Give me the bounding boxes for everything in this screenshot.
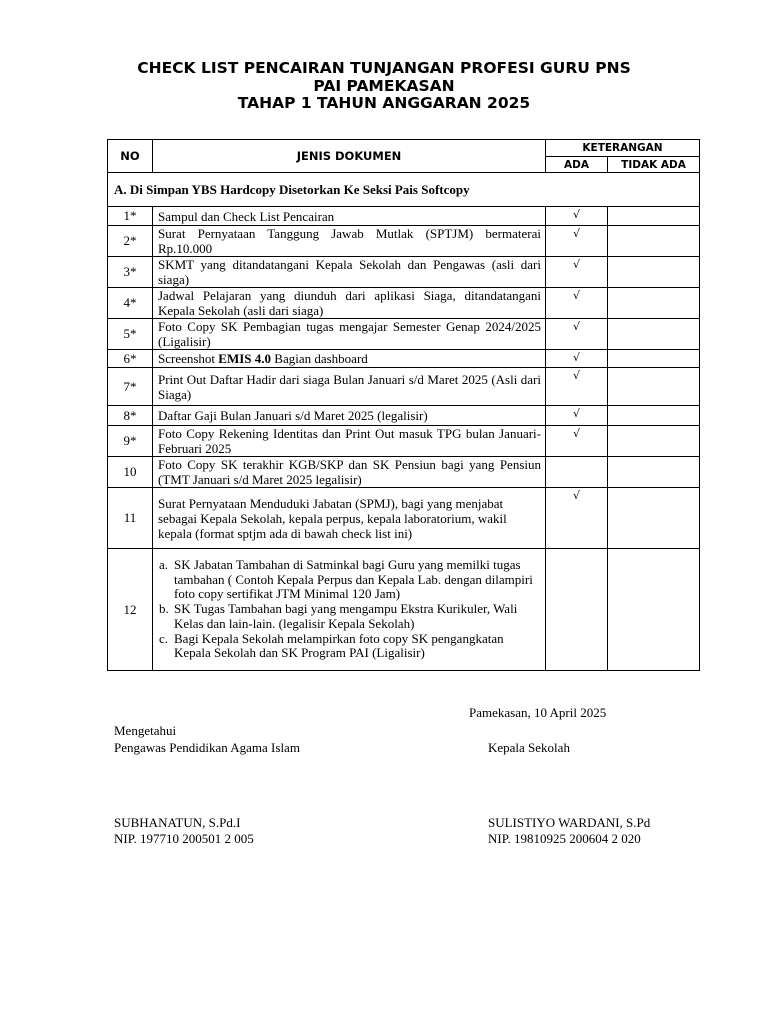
header-keterangan: KETERANGAN <box>546 140 700 157</box>
document-title <box>0 60 768 113</box>
row-number: 6* <box>108 350 153 368</box>
row-document-bold: EMIS 4.0 <box>218 351 272 366</box>
row-number: 7* <box>108 368 153 406</box>
list-item <box>159 601 541 632</box>
row-document <box>153 350 546 368</box>
row-number: 9* <box>108 426 153 457</box>
row-ada-check: √ <box>546 368 608 406</box>
row-document: Foto Copy Rekening Identitas dan Print Out masuk TPG bulan Januari-Februari 2025 <box>153 426 546 457</box>
row-document: SKMT yang ditandatangani Kepala Sekolah dan Pengawas (asli dari siaga) <box>153 257 546 288</box>
title-line-1: CHECK LIST PENCAIRAN TUNJANGAN PROFESI GURU PNS <box>137 59 631 77</box>
table-row <box>108 368 700 406</box>
row-number: 3* <box>108 257 153 288</box>
kepsek-title: Kepala Sekolah <box>488 740 570 755</box>
row-document: Surat Pernyataan Menduduki Jabatan (SPMJ), bagi yang menjabat sebagai Kepala Sekolah, kepala perpus, kepala laboratorium, wakil kepala (format sptjm ada di bawah check list ini) <box>153 488 546 549</box>
row-document: Print Out Daftar Hadir dari siaga Bulan Januari s/d Maret 2025 (Asli dari Siaga) <box>153 368 546 406</box>
row-tidak-ada <box>608 406 700 426</box>
row-ada-check: √ <box>546 406 608 426</box>
section-row <box>108 173 700 207</box>
kepsek-name: SULISTIYO WARDANI, S.Pd <box>488 815 651 830</box>
sub-item-list <box>158 558 541 662</box>
header-ada: ADA <box>546 157 608 173</box>
row-tidak-ada <box>608 319 700 350</box>
list-marker: b. <box>159 601 169 617</box>
table-row <box>108 549 700 671</box>
table-row <box>108 457 700 488</box>
table-row <box>108 226 700 257</box>
row-document-pre: Screenshot <box>158 351 219 366</box>
table-row <box>108 257 700 288</box>
row-ada-check: √ <box>546 226 608 257</box>
row-document-post: Bagian dashboard <box>271 351 368 366</box>
row-document: Jadwal Pelajaran yang diunduh dari aplikasi Siaga, ditandatangani Kepala Sekolah (asli dari siaga) <box>153 288 546 319</box>
table-row <box>108 288 700 319</box>
row-number: 8* <box>108 406 153 426</box>
row-tidak-ada <box>608 368 700 406</box>
header-tidak-ada: TIDAK ADA <box>608 157 700 173</box>
row-tidak-ada <box>608 226 700 257</box>
row-ada-check <box>546 457 608 488</box>
row-number: 11 <box>108 488 153 549</box>
section-a-heading: A. Di Simpan YBS Hardcopy Disetorkan Ke Seksi Pais Softcopy <box>108 173 700 207</box>
row-document: Foto Copy SK terakhir KGB/SKP dan SK Pensiun bagi yang Pensiun (TMT Januari s/d Maret 2025 legalisir) <box>153 457 546 488</box>
list-item-text: Bagi Kepala Sekolah melampirkan foto copy SK pengangkatan Kepala Sekolah dan SK Program PAI (Ligalisir) <box>174 630 504 661</box>
row-ada-check <box>546 549 608 671</box>
row-ada-check: √ <box>546 426 608 457</box>
row-tidak-ada <box>608 350 700 368</box>
row-document: Surat Pernyataan Tanggung Jawab Mutlak (SPTJM) bermaterai Rp.10.000 <box>153 226 546 257</box>
mengetahui-label: Mengetahui <box>114 723 177 738</box>
row-ada-check: √ <box>546 350 608 368</box>
row-tidak-ada <box>608 257 700 288</box>
list-item <box>159 556 541 602</box>
list-marker: a. <box>159 556 169 572</box>
row-tidak-ada <box>608 207 700 226</box>
list-item-text: SK Jabatan Tambahan di Satminkal bagi Guru yang memilki tugas tambahan ( Contoh Kepala Perpus dan Kepala Lab. dengan dilampiri foto copy sertifikat JTM Minimal 120 Jam) <box>174 556 533 602</box>
pengawas-nip: NIP. 197710 200501 2 005 <box>114 831 254 846</box>
header-jenis-dokumen: JENIS DOKUMEN <box>153 140 546 173</box>
row-ada-check: √ <box>546 488 608 549</box>
row-document-list <box>153 549 546 671</box>
table-row <box>108 488 700 549</box>
row-tidak-ada <box>608 457 700 488</box>
table-row <box>108 426 700 457</box>
row-tidak-ada <box>608 426 700 457</box>
table-row <box>108 319 700 350</box>
table-header-row <box>108 140 700 157</box>
row-number: 5* <box>108 319 153 350</box>
row-document: Sampul dan Check List Pencairan <box>153 207 546 226</box>
row-number: 2* <box>108 226 153 257</box>
row-number: 10 <box>108 457 153 488</box>
table-row <box>108 350 700 368</box>
row-tidak-ada <box>608 549 700 671</box>
pengawas-title: Pengawas Pendidikan Agama Islam <box>114 740 300 755</box>
checklist-table <box>107 139 700 671</box>
row-number: 1* <box>108 207 153 226</box>
row-tidak-ada <box>608 288 700 319</box>
row-ada-check: √ <box>546 319 608 350</box>
row-ada-check: √ <box>546 257 608 288</box>
row-number: 12 <box>108 549 153 671</box>
row-ada-check: √ <box>546 207 608 226</box>
kepsek-nip: NIP. 19810925 200604 2 020 <box>488 831 641 846</box>
title-line-2: PAI PAMEKASAN <box>313 76 455 95</box>
row-tidak-ada <box>608 488 700 549</box>
list-item <box>159 630 541 662</box>
row-document: Daftar Gaji Bulan Januari s/d Maret 2025 (legalisir) <box>153 406 546 426</box>
list-marker: c. <box>159 630 169 646</box>
list-item-text: SK Tugas Tambahan bagi yang mengampu Ekstra Kurikuler, Wali Kelas dan lain-lain. (legalisir Kepala Sekolah) <box>174 601 518 631</box>
row-ada-check: √ <box>546 288 608 319</box>
row-number: 4* <box>108 288 153 319</box>
table-row <box>108 406 700 426</box>
pengawas-name: SUBHANATUN, S.Pd.I <box>114 815 241 830</box>
row-document: Foto Copy SK Pembagian tugas mengajar Semester Genap 2024/2025 (Ligalisir) <box>153 319 546 350</box>
table-row <box>108 207 700 226</box>
title-line-3: TAHAP 1 TAHUN ANGGARAN 2025 <box>237 94 531 112</box>
header-no: NO <box>108 140 153 173</box>
place-date: Pamekasan, 10 April 2025 <box>469 705 607 720</box>
